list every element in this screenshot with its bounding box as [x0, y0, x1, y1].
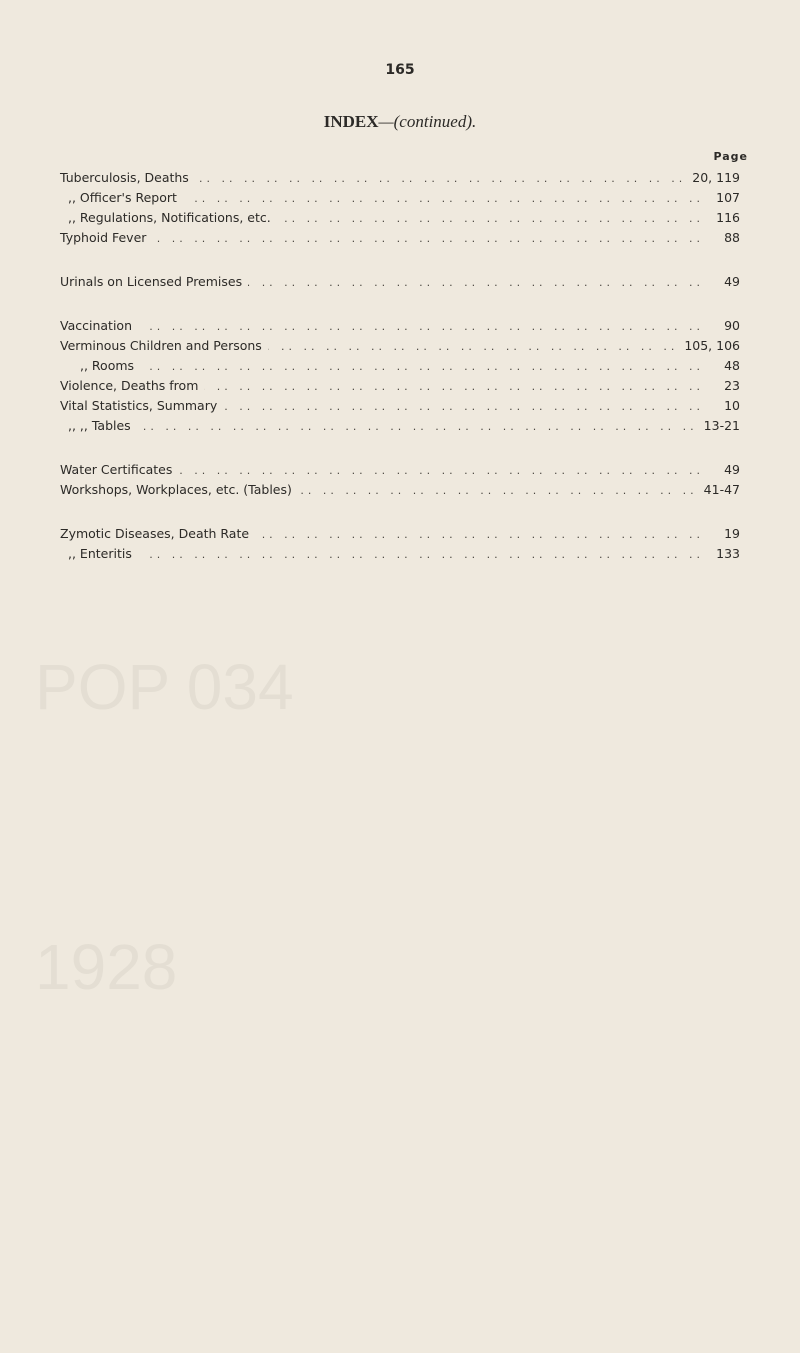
index-entry: [60, 462, 740, 482]
show-through-text-2: 1928: [35, 931, 178, 1003]
dot-leader: [183, 192, 704, 206]
index-term: ,, Regulations, Notifications, etc.: [68, 210, 271, 225]
index-page-numbers: 20, 119: [692, 170, 740, 185]
index-term: ,, Rooms: [80, 358, 135, 373]
index-entries: [60, 170, 740, 566]
index-page-numbers: 49: [724, 274, 740, 289]
index-entry: [60, 546, 740, 566]
index-term: ,, Officer's Report: [68, 190, 177, 205]
index-term: Vital Statistics, Summary: [60, 398, 218, 413]
show-through-text-1: POP 034: [35, 651, 294, 723]
index-term: Vaccination: [60, 318, 132, 333]
index-entry: [60, 190, 740, 210]
dot-leader: [137, 420, 698, 434]
page-column-heading: Page: [713, 150, 748, 163]
index-page-numbers: 107: [716, 190, 740, 205]
index-entry: [60, 274, 740, 294]
index-entry: [60, 526, 740, 546]
index-term: Water Certificates: [60, 462, 173, 477]
dot-leader: [248, 276, 704, 290]
index-term: Tuberculosis, Deaths: [60, 170, 189, 185]
index-page-numbers: 105, 106: [684, 338, 740, 353]
dot-leader: [255, 528, 704, 542]
index-entry: [60, 482, 740, 502]
dot-leader: [204, 380, 704, 394]
dot-leader: [140, 360, 704, 374]
index-term: Zymotic Diseases, Death Rate: [60, 526, 250, 541]
index-entry: [60, 378, 740, 398]
index-page-numbers: 88: [724, 230, 740, 245]
index-page-numbers: 19: [724, 526, 740, 541]
index-entry: [60, 230, 740, 250]
index-term: Workshops, Workplaces, etc. (Tables): [60, 482, 292, 497]
index-term: Typhoid Fever: [60, 230, 147, 245]
index-page-numbers: 116: [716, 210, 740, 225]
index-term: Verminous Children and Persons: [60, 338, 262, 353]
section-gap: [60, 502, 740, 526]
index-title-continued: —(continued).: [378, 112, 477, 131]
index-term: Urinals on Licensed Premises: [60, 274, 243, 289]
dot-leader: [268, 340, 679, 354]
dot-leader: [152, 232, 704, 246]
index-entry: [60, 338, 740, 358]
index-entry: [60, 418, 740, 438]
index-page-numbers: 23: [724, 378, 740, 393]
index-title: [0, 112, 800, 132]
dot-leader: [223, 400, 704, 414]
dot-leader: [138, 320, 704, 334]
index-entry: [60, 170, 740, 190]
dot-leader: [298, 484, 698, 498]
section-gap: [60, 438, 740, 462]
dot-leader: [277, 212, 704, 226]
index-entry: [60, 210, 740, 230]
page-number: 165: [385, 62, 415, 78]
index-page-numbers: 90: [724, 318, 740, 333]
index-entry: [60, 358, 740, 378]
dot-leader: [178, 464, 704, 478]
index-term: Violence, Deaths from: [60, 378, 199, 393]
index-page-numbers: 49: [724, 462, 740, 477]
index-title-main: INDEX: [323, 112, 379, 131]
index-page-numbers: 133: [716, 546, 740, 561]
index-term: ,, Enteritis: [68, 546, 132, 561]
index-page-numbers: 13-21: [703, 418, 740, 433]
dot-leader: [138, 548, 704, 562]
index-entry: [60, 318, 740, 338]
index-term: ,, ,, Tables: [68, 418, 131, 433]
index-entry: [60, 398, 740, 418]
index-page-numbers: 48: [724, 358, 740, 373]
section-gap: [60, 294, 740, 318]
dot-leader: [195, 172, 686, 186]
index-page-numbers: 10: [724, 398, 740, 413]
index-page-numbers: 41-47: [703, 482, 740, 497]
section-gap: [60, 250, 740, 274]
